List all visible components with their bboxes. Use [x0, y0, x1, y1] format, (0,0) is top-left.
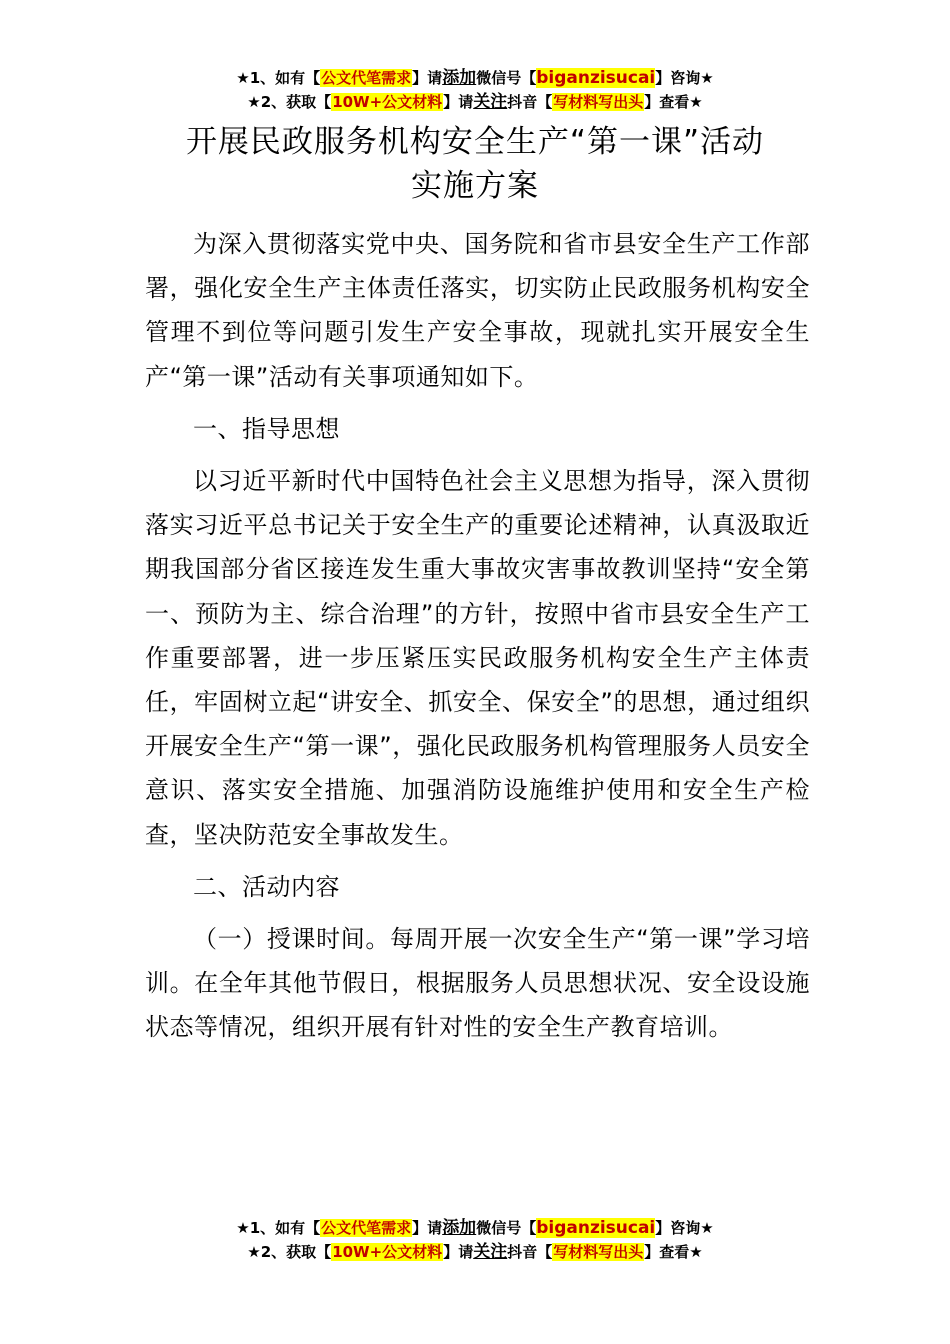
- section-paragraph-1: 以习近平新时代中国特色社会主义思想为指导，深入贯彻落实习近平总书记关于安全生产的重要论述精神，认真汲取近期我国部分省区接连发生重大事故灾害事故教训坚持“安全第一、预防为主、综合治理”的方针，按照中省市县安全生产工作重要部署，进一步压紧压实民政服务机构安全生产主体责任，牢固树立起“讲安全、抓安全、保安全”的思想，通过组织开展安全生产“第一课”，强化民政服务机构管理服务人员安全意识、落实安全措施、加强消防设施维护使用和安全生产检查，坚决防范安全事故发生。: [145, 467, 810, 849]
- banner-text: ★2、获取【: [247, 1243, 332, 1261]
- document-title: [140, 120, 810, 208]
- banner-text: 】请: [412, 69, 443, 87]
- banner-wechat-id: biganzisucai: [536, 68, 656, 88]
- banner-text: 】咨询★: [655, 1219, 714, 1237]
- banner-line-2: [0, 90, 950, 114]
- section-heading-2: 二、活动内容: [193, 872, 340, 901]
- footer-banner: [0, 1216, 950, 1264]
- banner-line-2: [0, 1240, 950, 1264]
- banner-highlight: 写材料写出头: [553, 1243, 644, 1261]
- banner-emphasis: 关注: [473, 1242, 508, 1262]
- banner-line-1: [0, 66, 950, 90]
- banner-text: 】请: [443, 1243, 474, 1261]
- title-line-2: 实施方案: [411, 168, 539, 204]
- banner-highlight: 10W+公文材料: [332, 1243, 443, 1261]
- intro-paragraph: 为深入贯彻落实党中央、国务院和省市县安全生产工作部署，强化安全生产主体责任落实，切实防止民政服务机构安全管理不到位等问题引发生产安全事故，现就扎实开展安全生产“第一课”活动有关事项通知如下。: [145, 230, 810, 391]
- banner-text: 微信号【: [476, 69, 537, 87]
- banner-highlight: 写材料写出头: [553, 93, 644, 111]
- banner-text: ★1、如有【: [236, 1219, 321, 1237]
- banner-text: 】请: [443, 93, 474, 111]
- header-banner: [0, 66, 950, 114]
- banner-text: ★2、获取【: [247, 93, 332, 111]
- banner-emphasis: 关注: [473, 92, 508, 112]
- banner-wechat-id: biganzisucai: [536, 1218, 656, 1238]
- banner-text: 】请: [412, 1219, 443, 1237]
- banner-emphasis: 添加: [442, 68, 477, 88]
- banner-text: 抖音【: [507, 93, 553, 111]
- section-heading-1: 一、指导思想: [193, 414, 340, 443]
- banner-highlight: 10W+公文材料: [332, 93, 443, 111]
- banner-line-1: [0, 1216, 950, 1240]
- banner-emphasis: 添加: [442, 1218, 477, 1238]
- banner-text: ★1、如有【: [236, 69, 321, 87]
- banner-highlight: 公文代笔需求: [321, 1219, 412, 1237]
- document-body: [145, 222, 810, 1050]
- section-paragraph-2: （一）授课时间。每周开展一次安全生产“第一课”学习培训。在全年其他节假日，根据服务人员思想状况、安全设设施状态等情况，组织开展有针对性的安全生产教育培训。: [145, 925, 810, 1042]
- banner-text: 】咨询★: [655, 69, 714, 87]
- banner-text: 抖音【: [507, 1243, 553, 1261]
- title-line-1: 开展民政服务机构安全生产“第一课”活动: [185, 124, 765, 160]
- banner-text: 】查看★: [644, 93, 703, 111]
- banner-text: 】查看★: [644, 1243, 703, 1261]
- banner-highlight: 公文代笔需求: [321, 69, 412, 87]
- banner-text: 微信号【: [476, 1219, 537, 1237]
